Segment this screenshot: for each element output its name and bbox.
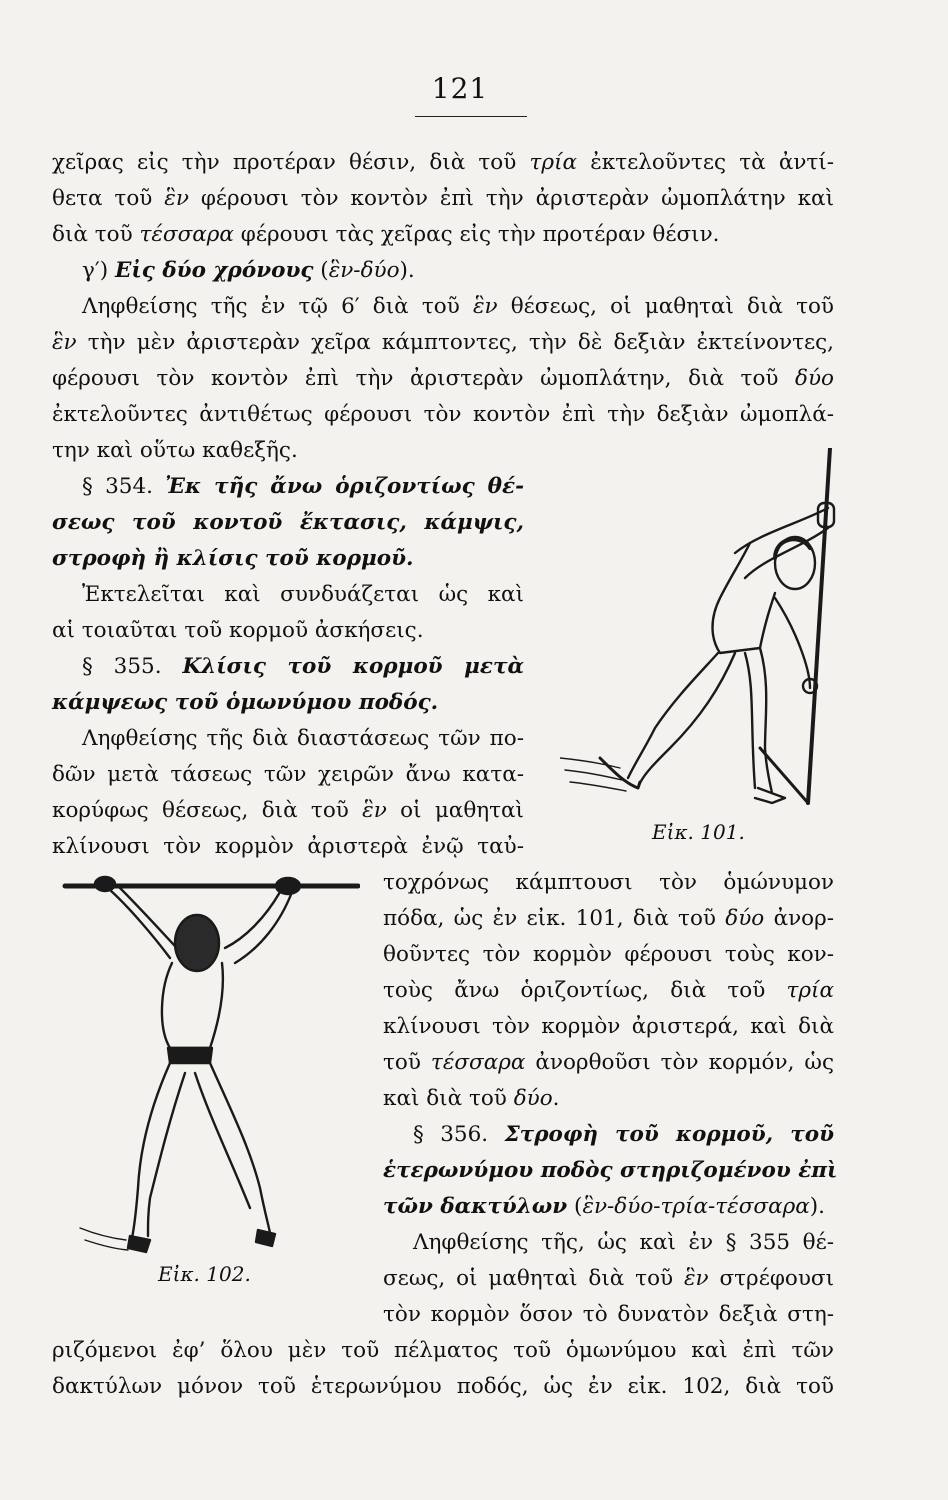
- figure-101-caption: Εἰκ. 101.: [652, 820, 745, 844]
- text-line: θετα τοῦ ἓν φέρουσι τὸν κοντὸν ἐπὶ τὴν ἀριστερὰν ὠμοπλάτην καὶ: [52, 186, 834, 211]
- figure-101-illustration: [560, 448, 850, 818]
- page-number: 121: [431, 72, 489, 105]
- text-line: Ληφθείσης τῆς, ὡς καὶ ἐν § 355 θέ-: [413, 1230, 834, 1255]
- section-heading-356-cont: τῶν δακτύλων (ἓν-δύο-τρία-τέσσαρα).: [383, 1194, 825, 1219]
- text-line: κλίνουσι τὸν κορμὸν ἀριστερὰ ἐνῷ ταὐ-: [52, 834, 524, 859]
- text-line: Ἐκτελεῖται καὶ συνδυάζεται ὡς καὶ: [82, 582, 524, 607]
- text-line: δακτύλων μόνον τοῦ ἑτερωνύμου ποδός, ὡς ἐν εἰκ. 102, διὰ τοῦ: [52, 1374, 834, 1399]
- section-heading-356-cont: ἑτερωνύμου ποδὸς στηριζομένου ἐπὶ: [383, 1158, 838, 1183]
- figure-102-illustration: [60, 868, 360, 1268]
- text-line: δῶν μετὰ τάσεως τῶν χειρῶν ἄνω κατα-: [52, 762, 524, 787]
- text-line: πόδα, ὡς ἐν εἰκ. 101, διὰ τοῦ δύο ἀνορ-: [383, 906, 835, 931]
- section-heading-356: § 356. Στροφὴ τοῦ κορμοῦ, τοῦ: [413, 1122, 834, 1147]
- text-line: φέρουσι τὸν κοντὸν ἐπὶ τὴν ἀριστερὰν ὠμοπλάτην, διὰ τοῦ δύο: [52, 366, 834, 391]
- text-line: αἱ τοιαῦται τοῦ κορμοῦ ἀσκήσεις.: [52, 618, 424, 643]
- text-line: τοχρόνως κάμπτουσι τὸν ὁμώνυμον: [383, 870, 834, 895]
- section-heading-354: § 354. Ἐκ τῆς ἄνω ὁριζοντίως θέ-: [82, 474, 524, 499]
- section-heading-354-cont: σεως τοῦ κοντοῦ ἔκτασις, κάμψις,: [52, 510, 524, 535]
- text-line: κλίνουσι τὸν κορμὸν ἀριστερά, καὶ διὰ: [383, 1014, 834, 1039]
- text-line: Ληφθείσης τῆς ἐν τῷ 6′ διὰ τοῦ ἓν θέσεως, οἱ μαθηταὶ διὰ τοῦ: [82, 294, 835, 319]
- text-line: ριζόμενοι ἐφ’ ὅλου μὲν τοῦ πέλματος τοῦ ὁμωνύμου καὶ ἐπὶ τῶν: [52, 1338, 834, 1363]
- text-line: σεως, οἱ μαθηταὶ διὰ τοῦ ἓν στρέφουσι: [383, 1266, 835, 1291]
- text-line: κορύφως θέσεως, διὰ τοῦ ἓν οἱ μαθηταὶ: [52, 798, 524, 823]
- text-line: χεῖρας εἰς τὴν προτέραν θέσιν, διὰ τοῦ τρία ἐκτελοῦντες τὰ ἀντί-: [52, 150, 834, 175]
- figure-102-caption: Εἰκ. 102.: [158, 1262, 251, 1286]
- text-line: διὰ τοῦ τέσσαρα φέρουσι τὰς χεῖρας εἰς τὴν προτέραν θέσιν.: [52, 222, 720, 247]
- section-heading-355-cont: κάμψεως τοῦ ὁμωνύμου ποδός.: [52, 690, 439, 715]
- text-line: ἐκτελοῦντες ἀντιθέτως φέρουσι τὸν κοντὸν ἐπὶ τὴν δεξιὰν ὠμοπλά-: [52, 402, 834, 427]
- text-line: καὶ διὰ τοῦ δύο.: [383, 1086, 560, 1111]
- text-line: Ληφθείσης τῆς διὰ διαστάσεως τῶν πο-: [82, 726, 524, 751]
- text-line: την καὶ οὕτω καθεξῆς.: [52, 438, 298, 463]
- text-line: τὸν κορμὸν ὅσον τὸ δυνατὸν δεξιὰ στη-: [383, 1302, 834, 1327]
- section-heading-354-cont: στροφὴ ἢ κλίσις τοῦ κορμοῦ.: [52, 546, 414, 571]
- text-line: τοῦ τέσσαρα ἀνορθοῦσι τὸν κορμόν, ὡς: [383, 1050, 834, 1075]
- header-rule: [415, 116, 527, 117]
- text-line: ἓν τὴν μὲν ἀριστερὰν χεῖρα κάμπτοντες, τὴν δὲ δεξιὰν ἐκτείνοντες,: [52, 330, 834, 355]
- text-line: θοῦντες τὸν κορμὸν φέρουσι τοὺς κον-: [383, 942, 834, 967]
- section-heading-355: § 355. Κλίσις τοῦ κορμοῦ μετὰ: [82, 654, 524, 679]
- subsection-heading: γ′) Εἰς δύο χρόνους (ἓν-δύο).: [82, 258, 415, 283]
- text-line: τοὺς ἄνω ὁριζοντίως, διὰ τοῦ τρία: [383, 978, 834, 1003]
